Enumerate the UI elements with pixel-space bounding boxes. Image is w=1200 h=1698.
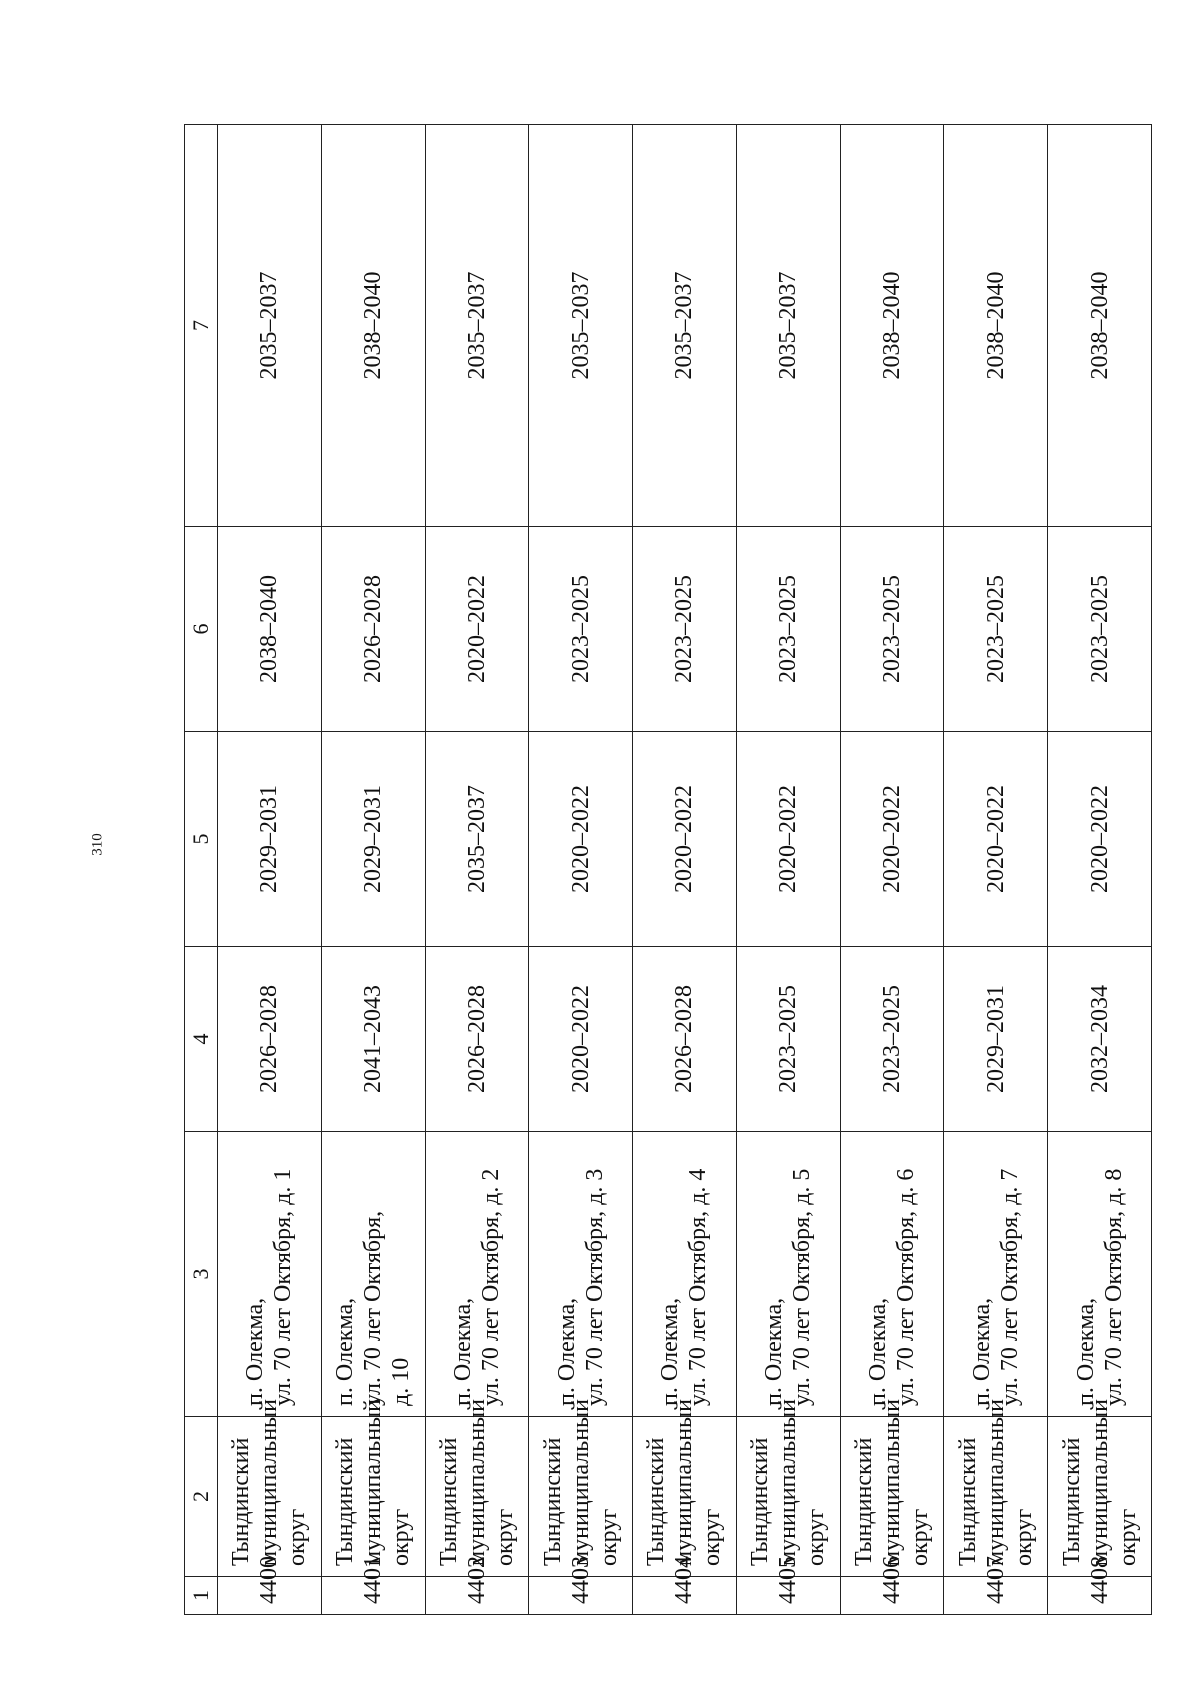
district-line: округ bbox=[1114, 1508, 1141, 1566]
year-range-cell: 2020–2022 bbox=[840, 732, 944, 947]
row-id-cell: 4400 bbox=[218, 1577, 322, 1615]
table-row bbox=[736, 125, 840, 1615]
district-line: Тындинский bbox=[228, 1437, 255, 1566]
address-line: ул. 70 лет Октября, д. 4 bbox=[685, 1168, 712, 1406]
year-range-cell: 2038–2040 bbox=[1048, 125, 1152, 527]
year-range-cell: 2023–2025 bbox=[736, 527, 840, 732]
header-cell: 6 bbox=[185, 527, 218, 732]
district-line: Тындинский bbox=[539, 1437, 566, 1566]
district-line: Тындинский bbox=[1058, 1437, 1085, 1566]
year-range-cell: 2041–2043 bbox=[321, 947, 425, 1132]
district-line: муниципальный bbox=[775, 1398, 802, 1566]
year-range-cell: 2029–2031 bbox=[944, 947, 1048, 1132]
header-row bbox=[185, 125, 218, 1615]
year-range-cell: 2023–2025 bbox=[736, 947, 840, 1132]
district-cell bbox=[321, 1398, 425, 1577]
district-line: муниципальный bbox=[982, 1398, 1009, 1566]
row-id-cell: 4401 bbox=[321, 1577, 425, 1615]
address-line: ул. 70 лет Октября, д. 3 bbox=[581, 1168, 608, 1406]
year-range-cell: 2020–2022 bbox=[529, 947, 633, 1132]
address-cell bbox=[1048, 1132, 1152, 1417]
address-cell bbox=[944, 1132, 1048, 1417]
address-line: ул. 70 лет Октября, bbox=[360, 1210, 387, 1406]
address-line: ул. 70 лет Октября, д. 1 bbox=[270, 1168, 297, 1406]
district-line: Тындинский bbox=[332, 1437, 359, 1566]
row-id-cell: 4404 bbox=[633, 1577, 737, 1615]
table-row bbox=[321, 125, 425, 1615]
address-line: п. Олекма, bbox=[553, 1297, 580, 1406]
address-cell bbox=[736, 1132, 840, 1417]
district-line: Тындинский bbox=[435, 1437, 462, 1566]
address-line: ул. 70 лет Октября, д. 7 bbox=[996, 1168, 1023, 1406]
year-range-cell: 2023–2025 bbox=[840, 527, 944, 732]
address-cell bbox=[425, 1132, 529, 1417]
district-line: Тындинский bbox=[747, 1437, 774, 1566]
year-range-cell: 2023–2025 bbox=[529, 527, 633, 732]
district-line: муниципальный bbox=[567, 1398, 594, 1566]
table-row bbox=[1048, 125, 1152, 1615]
page-number: 310 bbox=[89, 833, 106, 856]
district-cell bbox=[633, 1398, 737, 1577]
district-line: Тындинский bbox=[643, 1437, 670, 1566]
address-line: ул. 70 лет Октября, д. 5 bbox=[789, 1168, 816, 1406]
address-cell bbox=[321, 1132, 425, 1417]
district-line: округ bbox=[388, 1508, 415, 1566]
district-line: округ bbox=[1010, 1508, 1037, 1566]
year-range-cell: 2035–2037 bbox=[425, 125, 529, 527]
address-cell bbox=[218, 1132, 322, 1417]
header-cell: 7 bbox=[185, 125, 218, 527]
year-range-cell: 2038–2040 bbox=[840, 125, 944, 527]
year-range-cell: 2035–2037 bbox=[425, 732, 529, 947]
address-cell bbox=[840, 1132, 944, 1417]
year-range-cell: 2026–2028 bbox=[218, 947, 322, 1132]
district-line: округ bbox=[595, 1508, 622, 1566]
year-range-cell: 2026–2028 bbox=[633, 947, 737, 1132]
row-id-cell: 4407 bbox=[944, 1577, 1048, 1615]
header-cell: 4 bbox=[185, 947, 218, 1132]
district-line: муниципальный bbox=[671, 1398, 698, 1566]
district-line: муниципальный bbox=[878, 1398, 905, 1566]
district-cell bbox=[1048, 1398, 1152, 1577]
year-range-cell: 2038–2040 bbox=[321, 125, 425, 527]
year-range-cell: 2023–2025 bbox=[944, 527, 1048, 732]
address-line: ул. 70 лет Октября, д. 8 bbox=[1100, 1168, 1127, 1406]
district-line: муниципальный bbox=[256, 1398, 283, 1566]
year-range-cell: 2023–2025 bbox=[633, 527, 737, 732]
table-row bbox=[425, 125, 529, 1615]
district-line: Тындинский bbox=[850, 1437, 877, 1566]
address-line: п. Олекма, bbox=[864, 1297, 891, 1406]
year-range-cell: 2020–2022 bbox=[944, 732, 1048, 947]
table-row bbox=[529, 125, 633, 1615]
district-line: муниципальный bbox=[360, 1398, 387, 1566]
address-cell bbox=[633, 1132, 737, 1417]
address-cell bbox=[529, 1132, 633, 1417]
address-line: п. Олекма, bbox=[968, 1297, 995, 1406]
row-id-cell: 4405 bbox=[736, 1577, 840, 1615]
row-id-cell: 4408 bbox=[1048, 1577, 1152, 1615]
year-range-cell: 2029–2031 bbox=[218, 732, 322, 947]
table-row bbox=[633, 125, 737, 1615]
header-cell: 5 bbox=[185, 732, 218, 947]
district-cell bbox=[944, 1398, 1048, 1577]
schedule-table bbox=[184, 124, 1152, 1615]
row-id-cell: 4403 bbox=[529, 1577, 633, 1615]
table-row bbox=[840, 125, 944, 1615]
year-range-cell: 2023–2025 bbox=[840, 947, 944, 1132]
year-range-cell: 2020–2022 bbox=[529, 732, 633, 947]
district-cell bbox=[736, 1398, 840, 1577]
table-row bbox=[944, 125, 1048, 1615]
year-range-cell: 2026–2028 bbox=[321, 527, 425, 732]
district-line: Тындинский bbox=[954, 1437, 981, 1566]
header-cell: 3 bbox=[185, 1132, 218, 1417]
address-line: п. Олекма, bbox=[657, 1297, 684, 1406]
header-cell: 1 bbox=[185, 1577, 218, 1615]
address-line: ул. 70 лет Октября, д. 2 bbox=[477, 1168, 504, 1406]
address-line: п. Олекма, bbox=[332, 1297, 359, 1406]
address-line: ул. 70 лет Октября, д. 6 bbox=[892, 1168, 919, 1406]
district-cell bbox=[218, 1398, 322, 1577]
district-line: муниципальный bbox=[463, 1398, 490, 1566]
year-range-cell: 2026–2028 bbox=[425, 947, 529, 1132]
table-row bbox=[218, 125, 322, 1615]
year-range-cell: 2035–2037 bbox=[633, 125, 737, 527]
year-range-cell: 2035–2037 bbox=[529, 125, 633, 527]
row-id-cell: 4406 bbox=[840, 1577, 944, 1615]
address-line: п. Олекма, bbox=[761, 1297, 788, 1406]
year-range-cell: 2035–2037 bbox=[218, 125, 322, 527]
year-range-cell: 2020–2022 bbox=[633, 732, 737, 947]
header-cell: 2 bbox=[185, 1417, 218, 1577]
year-range-cell: 2035–2037 bbox=[736, 125, 840, 527]
year-range-cell: 2029–2031 bbox=[321, 732, 425, 947]
district-line: округ bbox=[803, 1508, 830, 1566]
year-range-cell: 2020–2022 bbox=[736, 732, 840, 947]
row-id-cell: 4402 bbox=[425, 1577, 529, 1615]
year-range-cell: 2032–2034 bbox=[1048, 947, 1152, 1132]
address-line: п. Олекма, bbox=[449, 1297, 476, 1406]
year-range-cell: 2038–2040 bbox=[218, 527, 322, 732]
year-range-cell: 2020–2022 bbox=[425, 527, 529, 732]
year-range-cell: 2020–2022 bbox=[1048, 732, 1152, 947]
table-body bbox=[185, 125, 1152, 1615]
district-line: округ bbox=[699, 1508, 726, 1566]
district-line: округ bbox=[284, 1508, 311, 1566]
district-cell bbox=[425, 1398, 529, 1577]
district-line: округ bbox=[491, 1508, 518, 1566]
address-line: д. 10 bbox=[388, 1357, 415, 1406]
district-cell bbox=[529, 1398, 633, 1577]
address-line: п. Олекма, bbox=[242, 1297, 269, 1406]
district-line: округ bbox=[906, 1508, 933, 1566]
year-range-cell: 2038–2040 bbox=[944, 125, 1048, 527]
district-line: муниципальный bbox=[1086, 1398, 1113, 1566]
table-container bbox=[184, 125, 1152, 1615]
district-cell bbox=[840, 1398, 944, 1577]
year-range-cell: 2023–2025 bbox=[1048, 527, 1152, 732]
address-line: п. Олекма, bbox=[1072, 1297, 1099, 1406]
